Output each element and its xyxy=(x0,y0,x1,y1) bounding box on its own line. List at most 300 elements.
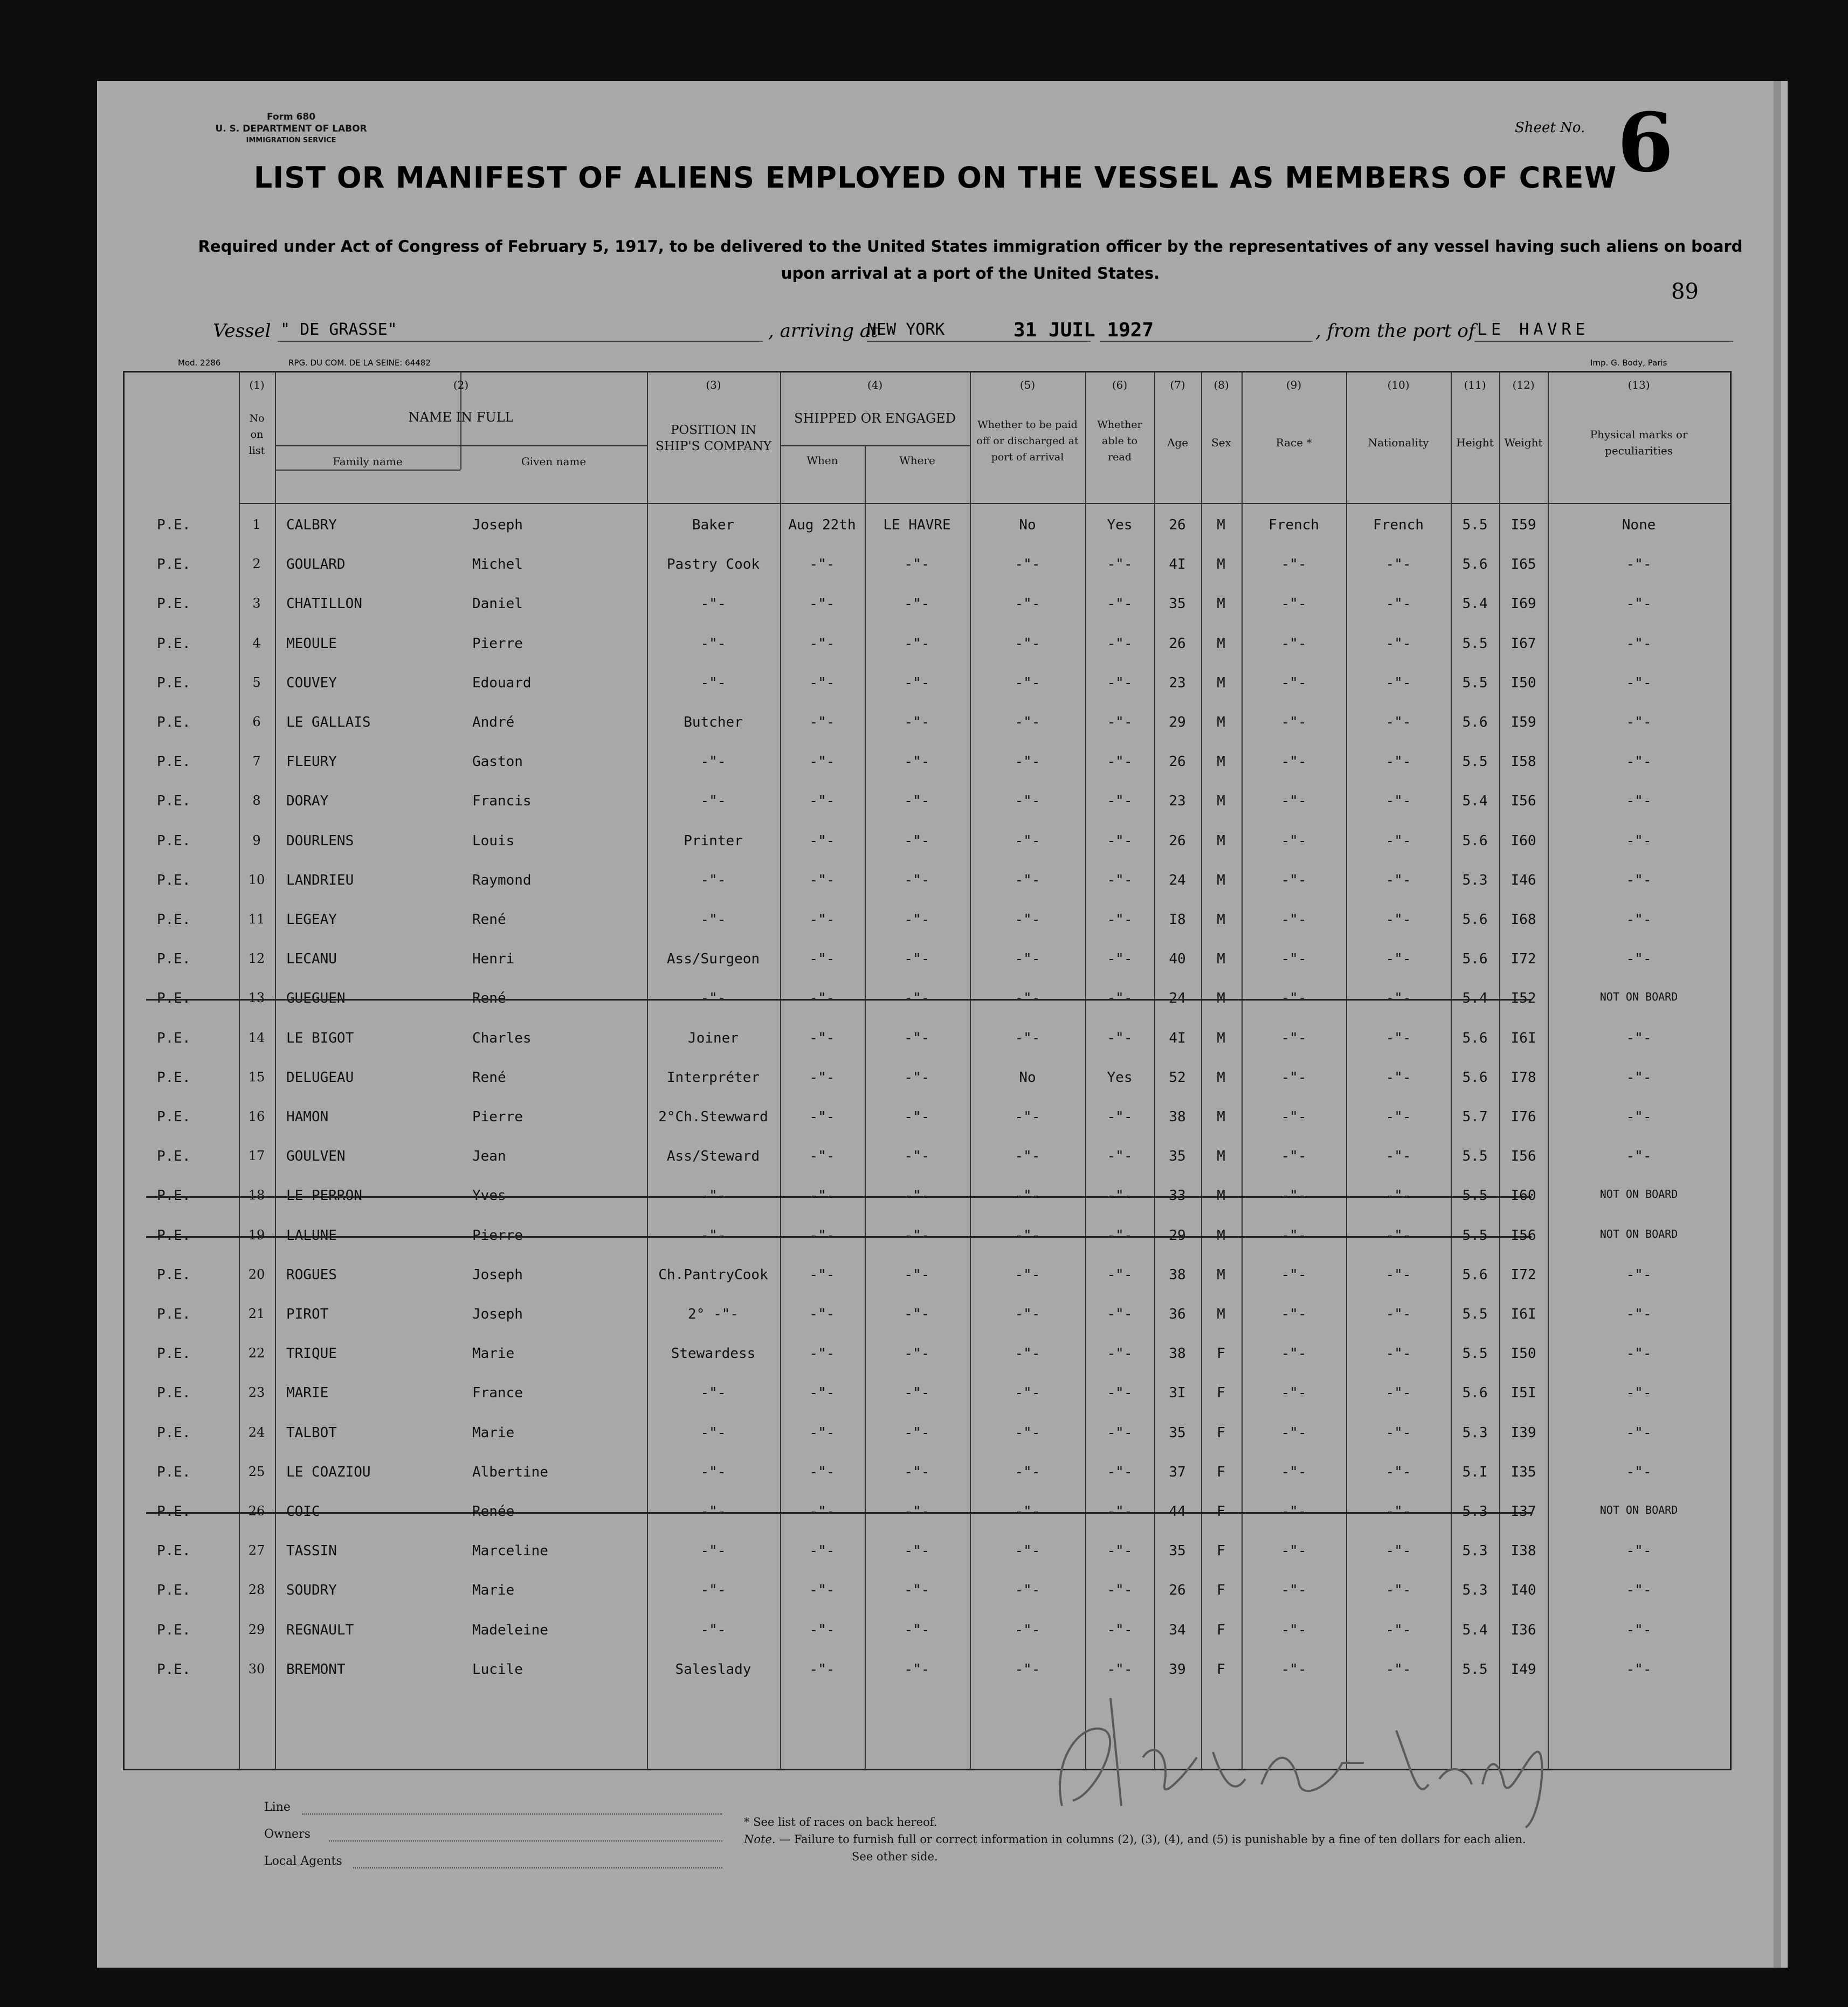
cell-race: -"- xyxy=(1281,596,1307,612)
cell-when: -"- xyxy=(809,912,835,928)
cell-number: 10 xyxy=(248,872,265,887)
arriving-label: , arriving at xyxy=(768,320,878,342)
cell-position: -"- xyxy=(700,1424,726,1441)
cell-weight: I60 xyxy=(1511,1188,1536,1204)
cell-given-name: Edouard xyxy=(472,674,532,691)
cell-age: 39 xyxy=(1169,1661,1186,1678)
cell-sex: M xyxy=(1217,596,1225,612)
cell-age: 29 xyxy=(1169,1227,1186,1244)
cell-nationality: -"- xyxy=(1385,1227,1411,1244)
cell-physical-marks: -"- xyxy=(1626,1661,1652,1678)
cell-age: 23 xyxy=(1169,793,1186,810)
cell-number: 11 xyxy=(248,912,265,927)
cell-race: -"- xyxy=(1281,1227,1307,1244)
cell-where: -"- xyxy=(904,1188,930,1204)
cell-position: 2°Ch.Stewward xyxy=(658,1109,768,1125)
cell-given-name: Henri xyxy=(472,951,515,968)
department-name: U. S. DEPARTMENT OF LABOR xyxy=(215,123,367,134)
col5-number: (5) xyxy=(1019,378,1036,391)
cell-family-name: LE COAZIOU xyxy=(286,1464,371,1480)
cell-height: 5.6 xyxy=(1462,1069,1488,1086)
col5-header: Whether to be paid off or discharged at port of arrival xyxy=(976,419,1079,463)
cell-weight: I36 xyxy=(1511,1622,1536,1638)
races-note: * See list of races on back hereof. xyxy=(744,1816,937,1829)
cell-race: -"- xyxy=(1281,1346,1307,1362)
document-title: LIST OR MANIFEST OF ALIENS EMPLOYED ON THE VESSEL AS MEMBERS OF CREW xyxy=(253,161,1617,195)
cell-sex: M xyxy=(1217,517,1225,533)
cell-physical-marks: -"- xyxy=(1626,1030,1652,1046)
cell-number: 4 xyxy=(252,635,261,651)
cell-age: 33 xyxy=(1169,1188,1186,1204)
cell-paid-off: -"- xyxy=(1015,714,1040,730)
cell-where: -"- xyxy=(904,1266,930,1283)
cell-when: -"- xyxy=(809,793,835,810)
cell-family-name: GOULVEN xyxy=(286,1148,346,1165)
cell-able-to-read: Yes xyxy=(1107,517,1133,533)
cell-able-to-read: -"- xyxy=(1107,1661,1133,1678)
cell-sex: F xyxy=(1217,1582,1225,1599)
cell-able-to-read: -"- xyxy=(1107,872,1133,888)
col2-header: NAME IN FULL xyxy=(408,410,514,425)
cell-sex: M xyxy=(1217,1306,1225,1322)
cell-age: 26 xyxy=(1169,635,1186,652)
cell-height: 5.6 xyxy=(1462,951,1488,968)
cell-paid-off: -"- xyxy=(1015,1464,1040,1480)
col3-number: (3) xyxy=(706,378,721,391)
cell-prefix: P.E. xyxy=(157,1069,191,1086)
cell-nationality: -"- xyxy=(1385,990,1411,1007)
cell-nationality: -"- xyxy=(1385,1030,1411,1046)
cell-race: -"- xyxy=(1281,951,1307,968)
cell-given-name: Lucile xyxy=(472,1661,523,1678)
cell-sex: M xyxy=(1217,1030,1225,1046)
cell-height: 5.3 xyxy=(1462,1503,1488,1520)
cell-position: Pastry Cook xyxy=(666,556,760,573)
cell-prefix: P.E. xyxy=(157,1109,191,1125)
form-number: Form 680 xyxy=(266,112,316,122)
cell-paid-off: -"- xyxy=(1015,1266,1040,1283)
cell-position: Ass/Surgeon xyxy=(666,951,760,968)
cell-physical-marks: -"- xyxy=(1626,596,1652,612)
crew-table xyxy=(123,371,1732,1770)
cell-physical-marks: -"- xyxy=(1626,754,1652,770)
footer-line-rule xyxy=(302,1813,722,1815)
cell-race: -"- xyxy=(1281,793,1307,810)
cell-family-name: LALUNE xyxy=(286,1227,337,1244)
cell-sex: M xyxy=(1217,674,1225,691)
cell-prefix: P.E. xyxy=(157,1266,191,1283)
cell-able-to-read: -"- xyxy=(1107,1464,1133,1480)
cell-given-name: Louis xyxy=(472,832,515,849)
cell-height: 5.5 xyxy=(1462,1306,1488,1322)
cell-nationality: -"- xyxy=(1385,951,1411,968)
col6-number: (6) xyxy=(1112,378,1128,391)
date-stamp: 31 JUIL 1927 xyxy=(1013,319,1154,341)
cell-given-name: Joseph xyxy=(472,1266,523,1283)
cell-physical-marks: -"- xyxy=(1626,1109,1652,1125)
cell-given-name: René xyxy=(472,990,506,1007)
cell-able-to-read: -"- xyxy=(1107,793,1133,810)
cell-prefix: P.E. xyxy=(157,674,191,691)
col7-header: Age xyxy=(1167,436,1189,449)
cell-race: -"- xyxy=(1281,1030,1307,1046)
date-underline xyxy=(1100,341,1313,342)
cell-when: -"- xyxy=(809,1148,835,1165)
cell-paid-off: -"- xyxy=(1015,635,1040,652)
cell-where: -"- xyxy=(904,596,930,612)
cell-given-name: Joseph xyxy=(472,1306,523,1322)
cell-number: 14 xyxy=(248,1030,265,1045)
cell-family-name: DORAY xyxy=(286,793,329,810)
cell-able-to-read: -"- xyxy=(1107,1346,1133,1362)
cell-height: 5.5 xyxy=(1462,754,1488,770)
cell-sex: M xyxy=(1217,1188,1225,1204)
cell-able-to-read: -"- xyxy=(1107,596,1133,612)
cell-number: 27 xyxy=(248,1543,265,1558)
cell-age: 4I xyxy=(1169,1030,1186,1046)
cell-race: -"- xyxy=(1281,556,1307,573)
cell-weight: I72 xyxy=(1511,951,1536,968)
cell-prefix: P.E. xyxy=(157,832,191,849)
cell-when: -"- xyxy=(809,990,835,1007)
col13-header: Physical marks or peculiarities xyxy=(1590,428,1688,457)
col2b-header: Given name xyxy=(521,455,587,468)
cell-when: -"- xyxy=(809,1582,835,1599)
cell-where: -"- xyxy=(904,1109,930,1125)
cell-race: -"- xyxy=(1281,1543,1307,1560)
cell-paid-off: -"- xyxy=(1015,1306,1040,1322)
cell-number: 18 xyxy=(248,1188,265,1203)
cell-paid-off: -"- xyxy=(1015,793,1040,810)
cell-physical-marks: NOT ON BOARD xyxy=(1599,990,1678,1004)
cell-nationality: -"- xyxy=(1385,1266,1411,1283)
cell-paid-off: -"- xyxy=(1015,754,1040,770)
cell-paid-off: -"- xyxy=(1015,1661,1040,1678)
cell-where: -"- xyxy=(904,1503,930,1520)
cell-weight: I5I xyxy=(1511,1385,1536,1402)
cell-when: -"- xyxy=(809,674,835,691)
cell-when: -"- xyxy=(809,1306,835,1322)
cell-given-name: Yves xyxy=(472,1188,506,1204)
cell-nationality: -"- xyxy=(1385,1582,1411,1599)
cell-age: 35 xyxy=(1169,1148,1186,1165)
cell-physical-marks: -"- xyxy=(1626,1543,1652,1560)
cell-nationality: -"- xyxy=(1385,674,1411,691)
document-subtitle: Required under Act of Congress of February 5, 1917, to be delivered to the United States immigration officer by the representatives of any vessel having such aliens on board upon arrival at a port of the United States. xyxy=(198,237,1743,282)
cell-family-name: FLEURY xyxy=(286,754,337,770)
cell-race: -"- xyxy=(1281,1622,1307,1638)
cell-number: 23 xyxy=(248,1385,265,1401)
cell-nationality: -"- xyxy=(1385,1464,1411,1480)
cell-when: -"- xyxy=(809,635,835,652)
cell-number: 28 xyxy=(248,1582,265,1598)
cell-when: -"- xyxy=(809,1543,835,1560)
col13-number: (13) xyxy=(1628,378,1650,391)
cell-when: -"- xyxy=(809,951,835,968)
cell-given-name: Michel xyxy=(472,556,523,573)
cell-height: 5.6 xyxy=(1462,1030,1488,1046)
cell-age: 35 xyxy=(1169,1424,1186,1441)
arriving-port: NEW YORK xyxy=(867,320,945,339)
cell-paid-off: -"- xyxy=(1015,990,1040,1007)
cell-when: -"- xyxy=(809,556,835,573)
cell-sex: M xyxy=(1217,1227,1225,1244)
cell-physical-marks: -"- xyxy=(1626,556,1652,573)
cell-sex: M xyxy=(1217,990,1225,1007)
cell-position: Interpréter xyxy=(666,1069,760,1086)
cell-family-name: BREMONT xyxy=(286,1661,346,1678)
cell-race: -"- xyxy=(1281,1188,1307,1204)
cell-sex: M xyxy=(1217,912,1225,928)
cell-able-to-read: -"- xyxy=(1107,951,1133,968)
cell-age: 23 xyxy=(1169,674,1186,691)
cell-position: -"- xyxy=(700,754,726,770)
cell-nationality: -"- xyxy=(1385,1424,1411,1441)
cell-age: 34 xyxy=(1169,1622,1186,1638)
cell-nationality: -"- xyxy=(1385,754,1411,770)
cell-position: Printer xyxy=(684,832,743,849)
cell-sex: M xyxy=(1217,951,1225,968)
cell-number: 20 xyxy=(248,1266,265,1282)
col12-header: Weight xyxy=(1504,436,1543,449)
cell-sex: F xyxy=(1217,1424,1225,1441)
cell-where: -"- xyxy=(904,1385,930,1402)
cell-given-name: Marie xyxy=(472,1424,515,1441)
cell-physical-marks: -"- xyxy=(1626,1306,1652,1322)
cell-prefix: P.E. xyxy=(157,1385,191,1402)
cell-nationality: -"- xyxy=(1385,912,1411,928)
cell-number: 30 xyxy=(248,1661,265,1677)
serial-number: 89 xyxy=(1671,279,1699,304)
cell-given-name: René xyxy=(472,912,506,928)
cell-given-name: Raymond xyxy=(472,872,532,888)
cell-age: 35 xyxy=(1169,596,1186,612)
cell-age: 38 xyxy=(1169,1109,1186,1125)
cell-age: 26 xyxy=(1169,517,1186,533)
cell-age: 26 xyxy=(1169,754,1186,770)
cell-where: -"- xyxy=(904,1069,930,1086)
col12-number: (12) xyxy=(1512,378,1535,391)
cell-physical-marks: -"- xyxy=(1626,1622,1652,1638)
service-name: IMMIGRATION SERVICE xyxy=(246,136,336,144)
cell-paid-off: -"- xyxy=(1015,1030,1040,1046)
registry-number: RPG. DU COM. DE LA SEINE: 64482 xyxy=(288,358,431,368)
cell-number: 25 xyxy=(248,1464,265,1479)
col10-header: Nationality xyxy=(1368,436,1429,449)
cell-position: Baker xyxy=(692,517,735,533)
cell-when: -"- xyxy=(809,1069,835,1086)
cell-sex: M xyxy=(1217,754,1225,770)
cell-prefix: P.E. xyxy=(157,754,191,770)
cell-paid-off: -"- xyxy=(1015,674,1040,691)
from-port: LE HAVRE xyxy=(1477,320,1590,339)
cell-sex: M xyxy=(1217,793,1225,810)
cell-sex: F xyxy=(1217,1622,1225,1638)
vessel-underline xyxy=(278,341,763,342)
cell-position: -"- xyxy=(700,1385,726,1402)
cell-able-to-read: -"- xyxy=(1107,912,1133,928)
cell-height: 5.4 xyxy=(1462,1622,1488,1638)
cell-race: -"- xyxy=(1281,990,1307,1007)
cell-race: -"- xyxy=(1281,1109,1307,1125)
cell-weight: I40 xyxy=(1511,1582,1536,1599)
cell-physical-marks: -"- xyxy=(1626,674,1652,691)
cell-height: 5.6 xyxy=(1462,1385,1488,1402)
cell-nationality: -"- xyxy=(1385,1306,1411,1322)
cell-prefix: P.E. xyxy=(157,1346,191,1362)
cell-family-name: LEGEAY xyxy=(286,912,337,928)
cell-weight: I67 xyxy=(1511,635,1536,652)
cell-weight: I72 xyxy=(1511,1266,1536,1283)
col9-header: Race * xyxy=(1275,436,1312,449)
cell-nationality: -"- xyxy=(1385,793,1411,810)
cell-paid-off: -"- xyxy=(1015,872,1040,888)
col4a-header: When xyxy=(806,454,838,467)
cell-nationality: -"- xyxy=(1385,872,1411,888)
cell-nationality: -"- xyxy=(1385,1503,1411,1520)
cell-able-to-read: -"- xyxy=(1107,714,1133,730)
cell-physical-marks: -"- xyxy=(1626,1266,1652,1283)
cell-able-to-read: -"- xyxy=(1107,1148,1133,1165)
cell-when: -"- xyxy=(809,714,835,730)
col11-number: (11) xyxy=(1464,378,1486,391)
cell-family-name: SOUDRY xyxy=(286,1582,337,1599)
cell-prefix: P.E. xyxy=(157,1622,191,1638)
cell-weight: I35 xyxy=(1511,1464,1536,1480)
cell-given-name: Albertine xyxy=(472,1464,548,1480)
cell-position: Stewardess xyxy=(671,1346,756,1362)
cell-number: 1 xyxy=(252,517,261,532)
cell-position: Ass/Steward xyxy=(666,1148,760,1165)
cell-race: -"- xyxy=(1281,1503,1307,1520)
cell-given-name: Marceline xyxy=(472,1543,548,1560)
cell-age: 44 xyxy=(1169,1503,1186,1520)
col8-header: Sex xyxy=(1211,436,1231,449)
cell-sex: M xyxy=(1217,1266,1225,1283)
cell-physical-marks: -"- xyxy=(1626,1069,1652,1086)
col4b-header: Where xyxy=(899,454,935,467)
cell-given-name: Pierre xyxy=(472,635,523,652)
footer-agents-label: Local Agents xyxy=(264,1854,342,1868)
cell-nationality: -"- xyxy=(1385,596,1411,612)
cell-given-name: Charles xyxy=(472,1030,532,1046)
cell-weight: I46 xyxy=(1511,872,1536,888)
cell-sex: F xyxy=(1217,1503,1225,1520)
cell-number: 17 xyxy=(248,1148,265,1164)
manifest-sheet xyxy=(97,81,1774,1968)
cell-when: -"- xyxy=(809,1661,835,1678)
cell-where: -"- xyxy=(904,1424,930,1441)
cell-able-to-read: -"- xyxy=(1107,674,1133,691)
cell-physical-marks: -"- xyxy=(1626,1424,1652,1441)
cell-prefix: P.E. xyxy=(157,951,191,968)
cell-where: -"- xyxy=(904,1030,930,1046)
cell-sex: M xyxy=(1217,635,1225,652)
cell-when: -"- xyxy=(809,1109,835,1125)
cell-age: 38 xyxy=(1169,1266,1186,1283)
cell-race: -"- xyxy=(1281,1069,1307,1086)
cell-number: 26 xyxy=(248,1503,265,1519)
cell-position: -"- xyxy=(700,990,726,1007)
cell-given-name: Marie xyxy=(472,1582,515,1599)
cell-position: -"- xyxy=(700,635,726,652)
cell-race: -"- xyxy=(1281,635,1307,652)
cell-paid-off: -"- xyxy=(1015,1109,1040,1125)
from-underline xyxy=(1474,341,1733,342)
cell-where: -"- xyxy=(904,872,930,888)
cell-where: -"- xyxy=(904,1582,930,1599)
cell-height: 5.5 xyxy=(1462,1148,1488,1165)
cell-height: 5.I xyxy=(1462,1464,1488,1480)
cell-when: -"- xyxy=(809,1227,835,1244)
cell-paid-off: -"- xyxy=(1015,1582,1040,1599)
footer-line-label: Line xyxy=(264,1801,291,1814)
cell-family-name: GOULARD xyxy=(286,556,346,573)
cell-prefix: P.E. xyxy=(157,1503,191,1520)
cell-when: -"- xyxy=(809,1385,835,1402)
cell-physical-marks: -"- xyxy=(1626,635,1652,652)
cell-age: 29 xyxy=(1169,714,1186,730)
cell-number: 24 xyxy=(248,1424,265,1440)
cell-number: 22 xyxy=(248,1346,265,1361)
cell-where: -"- xyxy=(904,990,930,1007)
cell-nationality: -"- xyxy=(1385,1069,1411,1086)
cell-physical-marks: None xyxy=(1622,517,1656,533)
cell-height: 5.3 xyxy=(1462,872,1488,888)
cell-prefix: P.E. xyxy=(157,714,191,730)
cell-age: 38 xyxy=(1169,1346,1186,1362)
col2-number: (2) xyxy=(453,378,469,391)
strikethrough-line xyxy=(146,1196,1532,1198)
cell-race: -"- xyxy=(1281,1582,1307,1599)
col1-header: No on list xyxy=(249,412,265,457)
col11-header: Height xyxy=(1456,436,1494,449)
cell-paid-off: -"- xyxy=(1015,1227,1040,1244)
cell-race: -"- xyxy=(1281,1661,1307,1678)
cell-height: 5.5 xyxy=(1462,517,1488,533)
cell-where: -"- xyxy=(904,1227,930,1244)
cell-number: 7 xyxy=(252,754,261,769)
footer-owners-label: Owners xyxy=(264,1827,311,1841)
cell-position: Joiner xyxy=(688,1030,739,1046)
cell-nationality: -"- xyxy=(1385,1346,1411,1362)
cell-weight: I56 xyxy=(1511,793,1536,810)
cell-position: Ch.PantryCook xyxy=(658,1266,768,1283)
cell-height: 5.3 xyxy=(1462,1582,1488,1599)
cell-paid-off: No xyxy=(1019,1069,1036,1086)
cell-paid-off: -"- xyxy=(1015,1543,1040,1560)
cell-number: 5 xyxy=(252,674,261,690)
cell-where: -"- xyxy=(904,912,930,928)
cell-number: 13 xyxy=(248,990,265,1006)
cell-paid-off: -"- xyxy=(1015,596,1040,612)
cell-able-to-read: -"- xyxy=(1107,1543,1133,1560)
cell-family-name: DOURLENS xyxy=(286,832,354,849)
cell-paid-off: -"- xyxy=(1015,556,1040,573)
cell-given-name: Gaston xyxy=(472,754,523,770)
cell-position: -"- xyxy=(700,674,726,691)
cell-able-to-read: -"- xyxy=(1107,1109,1133,1125)
cell-weight: I37 xyxy=(1511,1503,1536,1520)
from-label: , from the port of xyxy=(1315,320,1475,342)
cell-where: -"- xyxy=(904,1622,930,1638)
cell-race: -"- xyxy=(1281,1464,1307,1480)
cell-position: -"- xyxy=(700,1582,726,1599)
cell-nationality: -"- xyxy=(1385,1148,1411,1165)
col10-number: (10) xyxy=(1387,378,1410,391)
cell-family-name: MARIE xyxy=(286,1385,329,1402)
cell-weight: I69 xyxy=(1511,596,1536,612)
